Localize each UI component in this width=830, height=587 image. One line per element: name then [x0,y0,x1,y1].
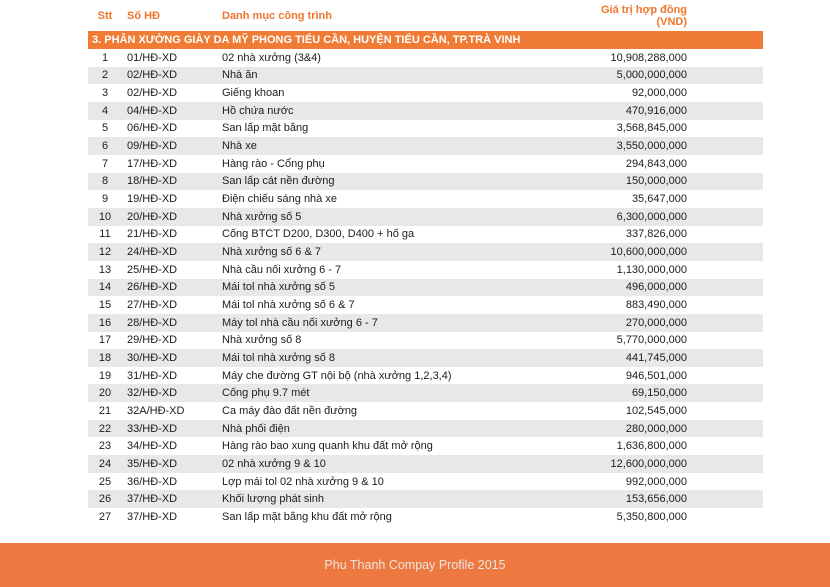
col-header-stt: Stt [97,10,113,22]
cell-gia-tri: 470,916,000 [625,104,687,117]
cell-danh-muc: Cống phụ 9.7 mét [222,387,310,400]
cell-danh-muc: Máy che đường GT nội bộ (nhà xưởng 1,2,3,4) [222,369,452,382]
table-body [88,49,763,526]
cell-so-hd: 31/HĐ-XD [127,369,178,382]
cell-danh-muc: Nhà xưởng số 5 [222,210,302,223]
cell-so-hd: 02/HĐ-XD [127,87,178,100]
cell-danh-muc: 02 nhà xưởng 9 & 10 [222,457,326,470]
table-row [88,332,763,350]
cell-gia-tri: 1,636,800,000 [616,440,687,453]
table-row [88,437,763,455]
cell-stt: 22 [98,422,112,435]
cell-danh-muc: Mái tol nhà xưởng số 6 & 7 [222,299,355,312]
table-row [88,226,763,244]
cell-gia-tri: 5,770,000,000 [616,334,687,347]
table-row [88,473,763,491]
cell-stt: 4 [101,104,109,117]
cell-stt: 3 [101,87,109,100]
cell-so-hd: 35/HĐ-XD [127,457,178,470]
table-row [88,173,763,191]
cell-gia-tri: 10,600,000,000 [610,246,687,259]
table-row [88,508,763,526]
cell-stt: 18 [98,351,112,364]
cell-gia-tri: 496,000,000 [625,281,687,294]
cell-so-hd: 19/HĐ-XD [127,193,178,206]
cell-so-hd: 21/HĐ-XD [127,228,178,241]
table-row [88,402,763,420]
cell-so-hd: 06/HĐ-XD [127,122,178,135]
cell-gia-tri: 337,826,000 [625,228,687,241]
cell-so-hd: 34/HĐ-XD [127,440,178,453]
cell-danh-muc: Giếng khoan [222,87,285,100]
cell-danh-muc: Điện chiếu sáng nhà xe [222,193,337,206]
cell-stt: 27 [98,510,112,523]
table-row [88,490,763,508]
cell-so-hd: 17/HĐ-XD [127,157,178,170]
cell-gia-tri: 270,000,000 [625,316,687,329]
section-title: 3. PHÂN XƯỞNG GIÀY DA MỸ PHONG TIỂU CẦN, HUYỆN TIỂU CẦN, TP.TRÀ VINH [92,34,521,46]
table-row [88,367,763,385]
cell-so-hd: 27/HĐ-XD [127,299,178,312]
cell-stt: 10 [98,210,112,223]
table-row [88,137,763,155]
table-row [88,243,763,261]
cell-gia-tri: 5,350,800,000 [616,510,687,523]
cell-stt: 21 [98,404,112,417]
table-row [88,261,763,279]
cell-gia-tri: 10,908,288,000 [610,51,687,64]
cell-danh-muc: San lấp cát nền đường [222,175,335,188]
cell-gia-tri: 1,130,000,000 [616,263,687,276]
cell-so-hd: 28/HĐ-XD [127,316,178,329]
cell-so-hd: 29/HĐ-XD [127,334,178,347]
cell-stt: 23 [98,440,112,453]
cell-danh-muc: 02 nhà xưởng (3&4) [222,51,321,64]
cell-danh-muc: Máy tol nhà cầu nối xưởng 6 - 7 [222,316,378,329]
section-banner [88,31,763,49]
cell-danh-muc: Mái tol nhà xưởng số 5 [222,281,336,294]
cell-stt: 8 [101,175,109,188]
cell-so-hd: 01/HĐ-XD [127,51,178,64]
cell-stt: 13 [98,263,112,276]
cell-stt: 17 [98,334,112,347]
cell-danh-muc: San lấp mặt bằng khu đất mở rộng [222,510,392,523]
cell-so-hd: 33/HĐ-XD [127,422,178,435]
cell-gia-tri: 441,745,000 [625,351,687,364]
cell-gia-tri: 5,000,000,000 [616,69,687,82]
cell-stt: 26 [98,493,112,506]
cell-danh-muc: Cống BTCT D200, D300, D400 + hố ga [222,228,415,241]
cell-stt: 15 [98,299,112,312]
cell-gia-tri: 280,000,000 [625,422,687,435]
col-header-danh-muc: Danh mục công trình [222,10,332,22]
cell-gia-tri: 3,568,845,000 [616,122,687,135]
cell-so-hd: 02/HĐ-XD [127,69,178,82]
cell-stt: 11 [99,228,111,241]
table-row [88,67,763,85]
cell-danh-muc: Hàng rào bao xung quanh khu đất mở rộng [222,440,433,453]
cell-gia-tri: 150,000,000 [625,175,687,188]
cell-stt: 14 [98,281,112,294]
cell-so-hd: 09/HĐ-XD [127,140,178,153]
cell-gia-tri: 12,600,000,000 [610,457,687,470]
col-header-so-hd: Số HĐ [127,10,160,22]
cell-gia-tri: 153,656,000 [625,493,687,506]
table-row [88,190,763,208]
cell-danh-muc: Nhà xưởng số 6 & 7 [222,246,321,259]
cell-stt: 7 [101,157,109,170]
cell-danh-muc: Mái tol nhà xưởng số 8 [222,351,336,364]
col-header-gia-tri: Giá trị hợp đồng (VND) [600,4,687,28]
cell-gia-tri: 883,490,000 [625,299,687,312]
cell-so-hd: 32/HĐ-XD [127,387,178,400]
cell-stt: 25 [98,475,112,488]
table-row [88,455,763,473]
table-column-headers [88,6,763,26]
cell-so-hd: 30/HĐ-XD [127,351,178,364]
cell-so-hd: 18/HĐ-XD [127,175,178,188]
cell-stt: 12 [98,246,112,259]
cell-stt: 20 [98,387,112,400]
table-row [88,279,763,297]
table-row [88,349,763,367]
cell-gia-tri: 992,000,000 [625,475,687,488]
cell-gia-tri: 294,843,000 [625,157,687,170]
cell-gia-tri: 3,550,000,000 [616,140,687,153]
table-row [88,208,763,226]
cell-gia-tri: 102,545,000 [625,404,687,417]
table-row [88,384,763,402]
cell-stt: 1 [101,51,109,64]
cell-stt: 16 [98,316,112,329]
cell-so-hd: 26/HĐ-XD [127,281,178,294]
table-row [88,314,763,332]
cell-so-hd: 32A/HĐ-XD [127,404,185,417]
cell-stt: 24 [98,457,112,470]
cell-stt: 9 [101,193,109,206]
table-row [88,155,763,173]
cell-gia-tri: 69,150,000 [631,387,687,400]
cell-stt: 5 [101,122,109,135]
cell-gia-tri: 35,647,000 [631,193,687,206]
cell-so-hd: 04/HĐ-XD [127,104,178,117]
footer-bar [0,543,830,587]
cell-stt: 6 [101,140,109,153]
cell-danh-muc: San lấp mặt bằng [222,122,309,135]
cell-gia-tri: 946,501,000 [625,369,687,382]
cell-danh-muc: Khối lượng phát sinh [222,493,325,506]
cell-danh-muc: Nhà ăn [222,69,258,82]
cell-so-hd: 37/HĐ-XD [127,493,178,506]
table-row [88,49,763,67]
cell-so-hd: 24/HĐ-XD [127,246,178,259]
cell-gia-tri: 6,300,000,000 [616,210,687,223]
cell-danh-muc: Nhà cầu nối xưởng 6 - 7 [222,263,342,276]
cell-danh-muc: Ca máy đào đất nền đường [222,404,358,417]
table-row [88,84,763,102]
cell-danh-muc: Nhà xe [222,140,257,153]
cell-stt: 2 [101,69,109,82]
cell-danh-muc: Nhà xưởng số 8 [222,334,302,347]
cell-so-hd: 20/HĐ-XD [127,210,178,223]
table-row [88,420,763,438]
cell-danh-muc: Lợp mái tol 02 nhà xưởng 9 & 10 [222,475,384,488]
cell-danh-muc: Hàng rào - Cổng phụ [222,157,325,170]
cell-danh-muc: Nhà phối điện [222,422,290,435]
cell-so-hd: 25/HĐ-XD [127,263,178,276]
cell-so-hd: 37/HĐ-XD [127,510,178,523]
cell-gia-tri: 92,000,000 [631,87,687,100]
footer-text: Phu Thanh Compay Profile 2015 [324,558,506,572]
table-row [88,296,763,314]
cell-stt: 19 [98,369,112,382]
cell-so-hd: 36/HĐ-XD [127,475,178,488]
table-row [88,102,763,120]
table-row [88,120,763,138]
cell-danh-muc: Hồ chứa nước [222,104,294,117]
